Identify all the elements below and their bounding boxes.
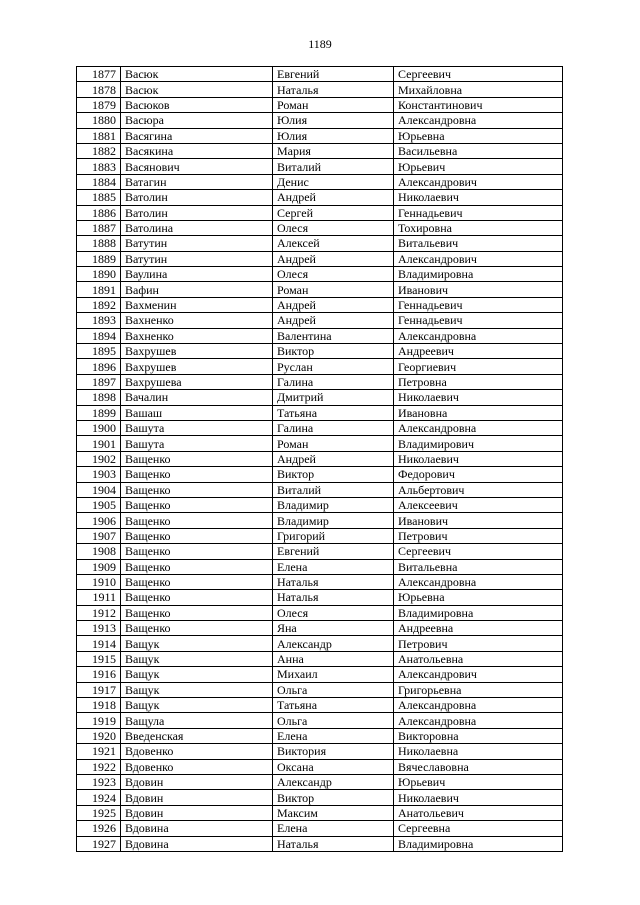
table-row	[77, 420, 563, 435]
patronymic-cell: Александрович	[394, 174, 563, 189]
patronymic-cell: Сергеевич	[394, 544, 563, 559]
surname-cell: Вашута	[121, 436, 273, 451]
patronymic-cell: Александровна	[394, 420, 563, 435]
surname-cell: Вдовина	[121, 836, 273, 851]
table-row	[77, 128, 563, 143]
first-name-cell: Владимир	[273, 513, 394, 528]
first-name-cell: Наталья	[273, 82, 394, 97]
surname-cell: Ващенко	[121, 497, 273, 512]
first-name-cell: Татьяна	[273, 405, 394, 420]
table-row	[77, 220, 563, 235]
row-number-cell: 1915	[77, 651, 121, 666]
patronymic-cell: Георгиевич	[394, 359, 563, 374]
first-name-cell: Андрей	[273, 313, 394, 328]
row-number-cell: 1918	[77, 698, 121, 713]
table-row	[77, 436, 563, 451]
row-number-cell: 1902	[77, 451, 121, 466]
patronymic-cell: Анатольевна	[394, 651, 563, 666]
surname-cell: Вахрушев	[121, 359, 273, 374]
first-name-cell: Виталий	[273, 482, 394, 497]
surname-cell: Ващук	[121, 698, 273, 713]
table-row	[77, 574, 563, 589]
surname-cell: Ващенко	[121, 574, 273, 589]
row-number-cell: 1892	[77, 297, 121, 312]
first-name-cell: Денис	[273, 174, 394, 189]
row-number-cell: 1878	[77, 82, 121, 97]
row-number-cell: 1922	[77, 759, 121, 774]
row-number-cell: 1908	[77, 544, 121, 559]
first-name-cell: Алексей	[273, 236, 394, 251]
surname-cell: Ващенко	[121, 544, 273, 559]
row-number-cell: 1910	[77, 574, 121, 589]
row-number-cell: 1893	[77, 313, 121, 328]
patronymic-cell: Юрьевич	[394, 774, 563, 789]
table-row	[77, 67, 563, 82]
surname-cell: Вафин	[121, 282, 273, 297]
patronymic-cell: Юрьевна	[394, 590, 563, 605]
first-name-cell: Виктор	[273, 467, 394, 482]
patronymic-cell: Васильевна	[394, 143, 563, 158]
surname-cell: Введенская	[121, 728, 273, 743]
row-number-cell: 1913	[77, 621, 121, 636]
patronymic-cell: Геннадьевич	[394, 205, 563, 220]
table-row	[77, 282, 563, 297]
first-name-cell: Яна	[273, 621, 394, 636]
table-row	[77, 805, 563, 820]
surname-cell: Ващула	[121, 713, 273, 728]
table-row	[77, 621, 563, 636]
patronymic-cell: Витальевна	[394, 559, 563, 574]
first-name-cell: Валентина	[273, 328, 394, 343]
row-number-cell: 1891	[77, 282, 121, 297]
table-row	[77, 713, 563, 728]
surname-cell: Васянович	[121, 159, 273, 174]
first-name-cell: Андрей	[273, 190, 394, 205]
patronymic-cell: Николаевич	[394, 451, 563, 466]
first-name-cell: Олеся	[273, 267, 394, 282]
row-number-cell: 1896	[77, 359, 121, 374]
first-name-cell: Андрей	[273, 297, 394, 312]
row-number-cell: 1899	[77, 405, 121, 420]
table-row	[77, 113, 563, 128]
table-row	[77, 544, 563, 559]
patronymic-cell: Александровна	[394, 574, 563, 589]
first-name-cell: Сергей	[273, 205, 394, 220]
patronymic-cell: Николаевна	[394, 744, 563, 759]
patronymic-cell: Сергеевна	[394, 821, 563, 836]
first-name-cell: Виталий	[273, 159, 394, 174]
patronymic-cell: Владимирович	[394, 436, 563, 451]
patronymic-cell: Александровна	[394, 328, 563, 343]
patronymic-cell: Андреевич	[394, 344, 563, 359]
surname-cell: Ваулина	[121, 267, 273, 282]
surname-cell: Ващенко	[121, 482, 273, 497]
table-row	[77, 836, 563, 851]
table-row	[77, 651, 563, 666]
row-number-cell: 1907	[77, 528, 121, 543]
surname-cell: Вдовенко	[121, 744, 273, 759]
surname-cell: Васюков	[121, 97, 273, 112]
table-row	[77, 390, 563, 405]
surname-cell: Ващук	[121, 682, 273, 697]
first-name-cell: Роман	[273, 97, 394, 112]
patronymic-cell: Александрович	[394, 251, 563, 266]
surname-cell: Вдовин	[121, 805, 273, 820]
table-row	[77, 821, 563, 836]
surname-cell: Ватагин	[121, 174, 273, 189]
patronymic-cell: Викторовна	[394, 728, 563, 743]
table-row	[77, 174, 563, 189]
patronymic-cell: Петрович	[394, 636, 563, 651]
patronymic-cell: Юрьевич	[394, 159, 563, 174]
table-row	[77, 236, 563, 251]
surname-cell: Вахрушева	[121, 374, 273, 389]
row-number-cell: 1886	[77, 205, 121, 220]
row-number-cell: 1883	[77, 159, 121, 174]
table-row	[77, 359, 563, 374]
first-name-cell: Михаил	[273, 667, 394, 682]
surname-cell: Вашута	[121, 420, 273, 435]
first-name-cell: Андрей	[273, 451, 394, 466]
row-number-cell: 1924	[77, 790, 121, 805]
row-number-cell: 1890	[77, 267, 121, 282]
table-row	[77, 344, 563, 359]
surname-cell: Вашаш	[121, 405, 273, 420]
surname-cell: Вдовин	[121, 790, 273, 805]
table-row	[77, 190, 563, 205]
surname-cell: Васюк	[121, 67, 273, 82]
row-number-cell: 1911	[77, 590, 121, 605]
surname-cell: Вдовенко	[121, 759, 273, 774]
surname-cell: Вачалин	[121, 390, 273, 405]
row-number-cell: 1885	[77, 190, 121, 205]
first-name-cell: Виктор	[273, 344, 394, 359]
surname-cell: Ващенко	[121, 451, 273, 466]
row-number-cell: 1894	[77, 328, 121, 343]
first-name-cell: Олеся	[273, 220, 394, 235]
table-row	[77, 251, 563, 266]
first-name-cell: Ольга	[273, 682, 394, 697]
patronymic-cell: Геннадьевич	[394, 313, 563, 328]
row-number-cell: 1903	[77, 467, 121, 482]
row-number-cell: 1919	[77, 713, 121, 728]
table-row	[77, 744, 563, 759]
table-row	[77, 605, 563, 620]
names-table-body	[77, 67, 563, 852]
row-number-cell: 1926	[77, 821, 121, 836]
patronymic-cell: Витальевич	[394, 236, 563, 251]
surname-cell: Ващенко	[121, 528, 273, 543]
table-row	[77, 159, 563, 174]
row-number-cell: 1925	[77, 805, 121, 820]
table-row	[77, 267, 563, 282]
row-number-cell: 1889	[77, 251, 121, 266]
table-row	[77, 774, 563, 789]
row-number-cell: 1905	[77, 497, 121, 512]
table-row	[77, 405, 563, 420]
row-number-cell: 1879	[77, 97, 121, 112]
patronymic-cell: Тохировна	[394, 220, 563, 235]
surname-cell: Вдовина	[121, 821, 273, 836]
table-row	[77, 559, 563, 574]
table-row	[77, 313, 563, 328]
patronymic-cell: Александровна	[394, 113, 563, 128]
row-number-cell: 1904	[77, 482, 121, 497]
patronymic-cell: Александрович	[394, 667, 563, 682]
row-number-cell: 1920	[77, 728, 121, 743]
patronymic-cell: Александровна	[394, 713, 563, 728]
table-row	[77, 497, 563, 512]
table-row	[77, 97, 563, 112]
patronymic-cell: Алексеевич	[394, 497, 563, 512]
first-name-cell: Роман	[273, 282, 394, 297]
surname-cell: Ващенко	[121, 559, 273, 574]
first-name-cell: Наталья	[273, 574, 394, 589]
surname-cell: Вахменин	[121, 297, 273, 312]
row-number-cell: 1898	[77, 390, 121, 405]
table-row	[77, 374, 563, 389]
first-name-cell: Виктория	[273, 744, 394, 759]
first-name-cell: Ольга	[273, 713, 394, 728]
table-row	[77, 790, 563, 805]
first-name-cell: Анна	[273, 651, 394, 666]
first-name-cell: Владимир	[273, 497, 394, 512]
first-name-cell: Наталья	[273, 590, 394, 605]
patronymic-cell: Григорьевна	[394, 682, 563, 697]
patronymic-cell: Николаевич	[394, 390, 563, 405]
first-name-cell: Татьяна	[273, 698, 394, 713]
surname-cell: Ващенко	[121, 467, 273, 482]
first-name-cell: Александр	[273, 774, 394, 789]
patronymic-cell: Николаевич	[394, 190, 563, 205]
table-row	[77, 667, 563, 682]
row-number-cell: 1888	[77, 236, 121, 251]
page-number: 1189	[308, 37, 332, 51]
surname-cell: Вдовин	[121, 774, 273, 789]
table-row	[77, 728, 563, 743]
row-number-cell: 1916	[77, 667, 121, 682]
surname-cell: Ващук	[121, 667, 273, 682]
patronymic-cell: Владимировна	[394, 267, 563, 282]
surname-cell: Ващенко	[121, 590, 273, 605]
table-row	[77, 143, 563, 158]
row-number-cell: 1923	[77, 774, 121, 789]
surname-cell: Ващук	[121, 636, 273, 651]
surname-cell: Вахненко	[121, 313, 273, 328]
surname-cell: Васягина	[121, 128, 273, 143]
patronymic-cell: Ивановна	[394, 405, 563, 420]
row-number-cell: 1880	[77, 113, 121, 128]
surname-cell: Ващенко	[121, 513, 273, 528]
first-name-cell: Галина	[273, 420, 394, 435]
first-name-cell: Олеся	[273, 605, 394, 620]
first-name-cell: Дмитрий	[273, 390, 394, 405]
patronymic-cell: Петровна	[394, 374, 563, 389]
patronymic-cell: Альбертович	[394, 482, 563, 497]
table-row	[77, 636, 563, 651]
row-number-cell: 1895	[77, 344, 121, 359]
surname-cell: Ващенко	[121, 605, 273, 620]
row-number-cell: 1917	[77, 682, 121, 697]
table-row	[77, 590, 563, 605]
patronymic-cell: Владимировна	[394, 836, 563, 851]
surname-cell: Васюра	[121, 113, 273, 128]
first-name-cell: Максим	[273, 805, 394, 820]
row-number-cell: 1912	[77, 605, 121, 620]
first-name-cell: Наталья	[273, 836, 394, 851]
patronymic-cell: Вячеславовна	[394, 759, 563, 774]
row-number-cell: 1901	[77, 436, 121, 451]
first-name-cell: Мария	[273, 143, 394, 158]
patronymic-cell: Юрьевна	[394, 128, 563, 143]
surname-cell: Ващук	[121, 651, 273, 666]
surname-cell: Ватолин	[121, 205, 273, 220]
patronymic-cell: Федорович	[394, 467, 563, 482]
patronymic-cell: Андреевна	[394, 621, 563, 636]
row-number-cell: 1897	[77, 374, 121, 389]
first-name-cell: Григорий	[273, 528, 394, 543]
row-number-cell: 1882	[77, 143, 121, 158]
surname-cell: Васюк	[121, 82, 273, 97]
names-table	[76, 66, 563, 852]
patronymic-cell: Николаевич	[394, 790, 563, 805]
table-row	[77, 297, 563, 312]
table-row	[77, 682, 563, 697]
table-row	[77, 759, 563, 774]
row-number-cell: 1887	[77, 220, 121, 235]
table-row	[77, 698, 563, 713]
patronymic-cell: Александровна	[394, 698, 563, 713]
first-name-cell: Елена	[273, 821, 394, 836]
table-row	[77, 82, 563, 97]
first-name-cell: Елена	[273, 728, 394, 743]
first-name-cell: Виктор	[273, 790, 394, 805]
row-number-cell: 1900	[77, 420, 121, 435]
first-name-cell: Елена	[273, 559, 394, 574]
table-row	[77, 513, 563, 528]
surname-cell: Вахрушев	[121, 344, 273, 359]
surname-cell: Вахненко	[121, 328, 273, 343]
first-name-cell: Галина	[273, 374, 394, 389]
surname-cell: Васякина	[121, 143, 273, 158]
patronymic-cell: Иванович	[394, 282, 563, 297]
row-number-cell: 1921	[77, 744, 121, 759]
patronymic-cell: Иванович	[394, 513, 563, 528]
patronymic-cell: Анатольевич	[394, 805, 563, 820]
surname-cell: Ватолина	[121, 220, 273, 235]
patronymic-cell: Владимировна	[394, 605, 563, 620]
first-name-cell: Юлия	[273, 113, 394, 128]
first-name-cell: Евгений	[273, 544, 394, 559]
table-row	[77, 482, 563, 497]
row-number-cell: 1909	[77, 559, 121, 574]
first-name-cell: Евгений	[273, 67, 394, 82]
table-row	[77, 328, 563, 343]
surname-cell: Ватолин	[121, 190, 273, 205]
row-number-cell: 1881	[77, 128, 121, 143]
surname-cell: Ватутин	[121, 251, 273, 266]
row-number-cell: 1877	[77, 67, 121, 82]
surname-cell: Ватутин	[121, 236, 273, 251]
patronymic-cell: Геннадьевич	[394, 297, 563, 312]
table-row	[77, 205, 563, 220]
row-number-cell: 1927	[77, 836, 121, 851]
row-number-cell: 1884	[77, 174, 121, 189]
patronymic-cell: Константинович	[394, 97, 563, 112]
first-name-cell: Руслан	[273, 359, 394, 374]
first-name-cell: Роман	[273, 436, 394, 451]
patronymic-cell: Михайловна	[394, 82, 563, 97]
table-row	[77, 451, 563, 466]
first-name-cell: Оксана	[273, 759, 394, 774]
patronymic-cell: Сергеевич	[394, 67, 563, 82]
first-name-cell: Андрей	[273, 251, 394, 266]
first-name-cell: Юлия	[273, 128, 394, 143]
row-number-cell: 1914	[77, 636, 121, 651]
table-row	[77, 467, 563, 482]
table-row	[77, 528, 563, 543]
surname-cell: Ващенко	[121, 621, 273, 636]
patronymic-cell: Петрович	[394, 528, 563, 543]
row-number-cell: 1906	[77, 513, 121, 528]
first-name-cell: Александр	[273, 636, 394, 651]
